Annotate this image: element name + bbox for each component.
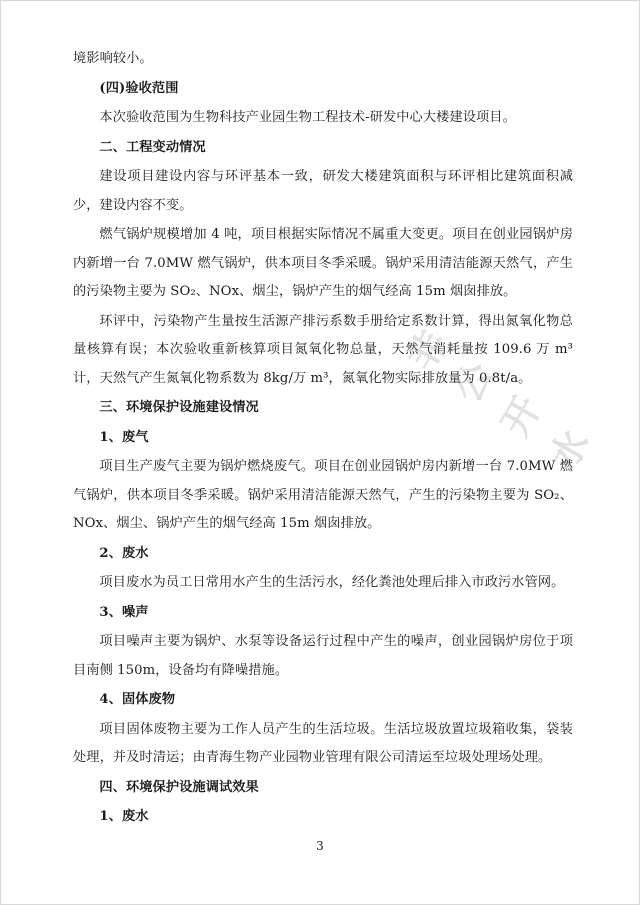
page-body [73,45,573,833]
heading-section-four: 四、环境保护设施调试效果 [99,779,259,795]
page-number: 3 [316,839,324,853]
heading-waste-water: 2、废水 [99,545,149,561]
paragraph-solid-waste: 项目固体废物主要为工作人员产生的生活垃圾。生活垃圾放置垃圾箱收集，袋装处理，并及时清运；由青海生物产业园物业管理有限公司清运至垃圾处理场处理。 [73,721,573,765]
paragraph-nox-recalculation: 环评中，污染物产生量按生活源产排污系数手册给定系数计算，得出氮氧化物总量核算有误；本次验收重新核算项目氮氧化物总量，天然气消耗量按 109.6 万 m³ 计，天然气产生氮氧化物系数为 8kg/万 m³，氮氧化物实际排放量为 0.8t/a。 [73,313,573,386]
heading-solid-waste: 4、固体废物 [99,692,176,707]
paragraph-acceptance-scope: 本次验收范围为生物科技产业园生物工程技术-研发中心大楼建设项目。 [99,110,516,125]
paragraph-construction-consistency: 建设项目建设内容与环评基本一致，研发大楼建筑面积与环评相比建筑面积减少，建设内容不变。 [73,169,573,213]
heading-acceptance-scope: (四)验收范围 [99,80,179,96]
watermark-char-3: 开 [492,388,550,444]
paragraph-waste-gas: 项目生产废气主要为锅炉燃烧废气。项目在创业园锅炉房内新增一台 7.0MW 燃气锅炉，供本项目冬季采暖。锅炉采用清洁能源天然气，产生的污染物主要为 SO₂、NOx、烟尘、锅炉产生的烟气经高 15m 烟囱排放。 [73,459,573,531]
paragraph-boiler-scale: 燃气锅炉规模增加 4 吨，项目根据实际情况不属重大变更。项目在创业园锅炉房内新增一台 7.0MW 燃气锅炉，供本项目冬季采暖。锅炉采用清洁能源天然气，产生的污染物主要为 SO₂、NOx、烟尘，锅炉产生的烟气经高 15m 烟囱排放。 [73,227,573,299]
heading-section-three: 三、环境保护设施建设情况 [99,400,259,415]
paragraph-continuation: 境影响较小。 [73,51,153,66]
watermark-char-2: 公 [444,354,502,410]
watermark-char-4: 水 [540,422,598,478]
paragraph-waste-water: 项目废水为员工日常用水产生的生活污水，经化粪池处理后排入市政污水管网。 [99,575,565,590]
paragraph-noise: 项目噪声主要为锅炉、水泵等设备运行过程中产生的噪声，创业园锅炉房位于项目南侧 150m，设备均有降噪措施。 [73,634,573,678]
heading-waste-water-effect: 1、废水 [99,809,149,824]
heading-waste-gas: 1、废气 [99,429,149,445]
heading-section-two: 二、工程变动情况 [99,139,206,155]
heading-noise: 3、噪声 [99,604,149,620]
watermark-char-1: 非 [398,322,456,378]
